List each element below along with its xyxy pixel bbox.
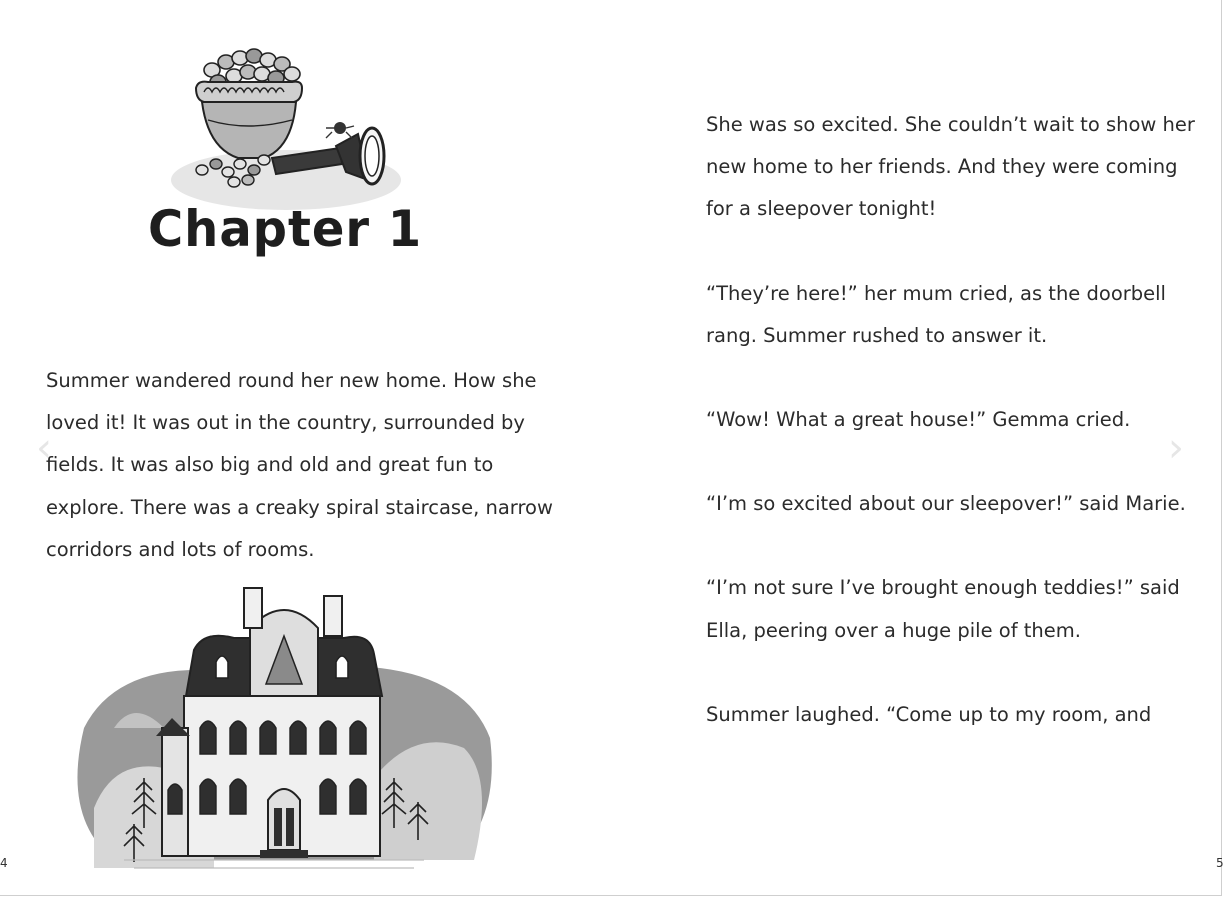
right-paragraph: “Wow! What a great house!” Gemma cried. bbox=[706, 408, 1131, 432]
chapter-illustration bbox=[168, 40, 408, 215]
right-paragraph: “I’m not sure I’ve brought enough teddies!” said Ella, peering over a huge pile of them. bbox=[706, 576, 1180, 642]
chapter-title: Chapter 1 bbox=[148, 200, 423, 258]
left-page bbox=[0, 0, 612, 896]
page-number-left: 4 bbox=[0, 856, 8, 870]
page-number-right: 5 bbox=[1216, 856, 1224, 870]
right-paragraph: Summer laughed. “Come up to my room, and bbox=[706, 702, 1152, 726]
house-illustration bbox=[54, 578, 500, 878]
right-text-block bbox=[706, 104, 1206, 778]
right-paragraph: She was so excited. She couldn’t wait to show her new home to her friends. And they were coming for a sleepover tonight! bbox=[706, 113, 1195, 221]
left-paragraph: Summer wandered round her new home. How she loved it! It was out in the country, surrounded by fields. It was also big and old and great fun to explore. There was a creaky spiral staircase, narrow corridors and lots of rooms. bbox=[46, 369, 553, 561]
right-paragraph: “I’m so excited about our sleepover!” said Marie. bbox=[706, 492, 1186, 516]
right-paragraph: “They’re here!” her mum cried, as the doorbell rang. Summer rushed to answer it. bbox=[706, 281, 1166, 347]
chevron-left-icon[interactable]: ‹ bbox=[36, 425, 52, 471]
chevron-right-icon[interactable]: › bbox=[1168, 425, 1184, 471]
right-page bbox=[612, 0, 1222, 896]
